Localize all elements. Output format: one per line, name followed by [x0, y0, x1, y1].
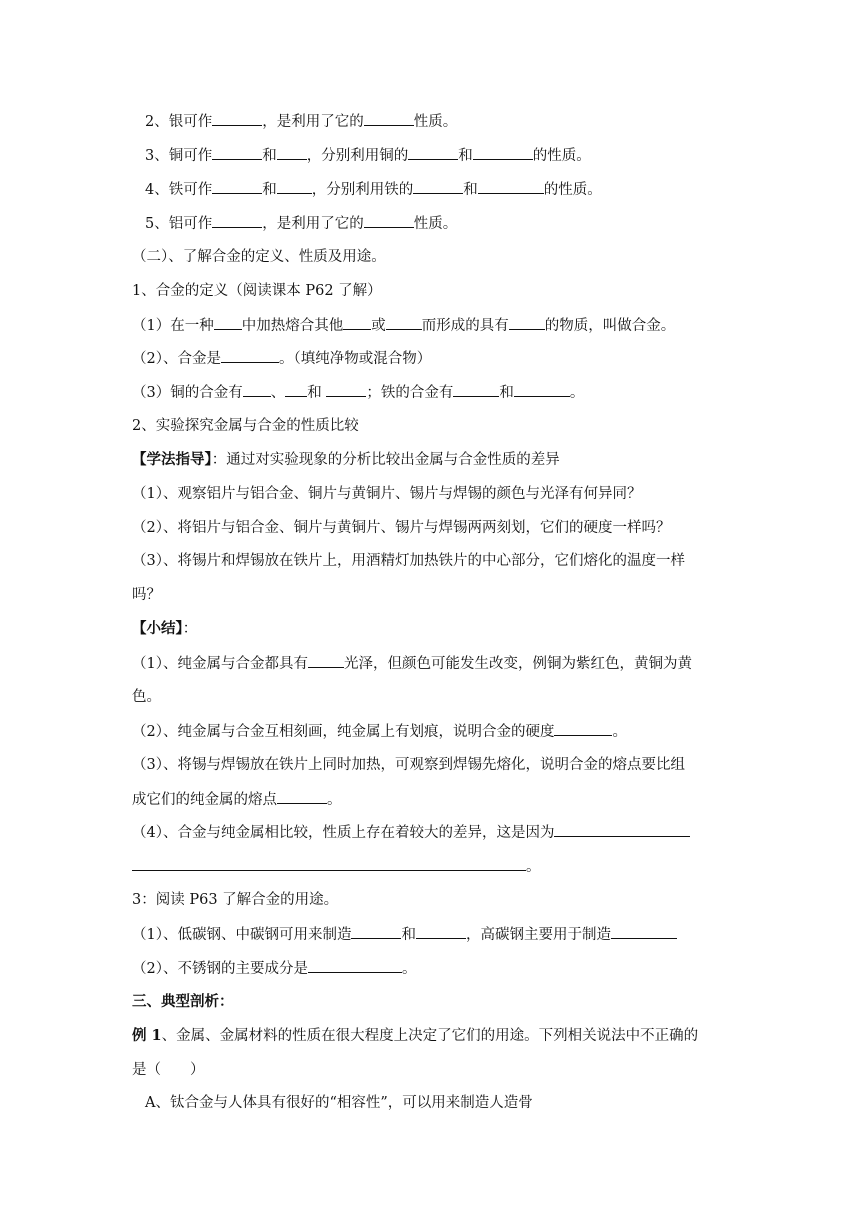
answer-blank[interactable] — [214, 315, 242, 330]
answer-blank[interactable] — [212, 145, 262, 160]
answer-blank[interactable] — [343, 315, 371, 330]
text-line: 吗？ — [132, 587, 161, 603]
answer-blank[interactable] — [326, 382, 366, 397]
text-line: 成它们的纯金属的熔点 。 — [0, 789, 860, 810]
answer-blank[interactable] — [413, 179, 463, 194]
text-line: （2）、将铝片与铝合金、铜片与黄铜片、锡片与焊锡两两刻划，它们的硬度一样吗？ — [132, 520, 671, 536]
text-line: （1）、纯金属与合金都具有 光泽，但颜色可能发生改变，例铜为紫红色，黄铜为黄 — [0, 653, 860, 674]
answer-blank[interactable] — [473, 145, 533, 160]
answer-blank[interactable] — [408, 145, 458, 160]
text-line: 3、铜可作 和 ，分别利用铜的 和 的性质。 — [0, 145, 860, 166]
text-line: 【学法指导】：通过对实验现象的分析比较出金属与合金性质的差异 — [132, 451, 560, 468]
text-line: （1）在一种 中加热熔合其他 或 而形成的具有 的物质，叫做合金。 — [0, 315, 860, 336]
text-line: 3：阅读 P63 了解合金的用途。 — [132, 892, 339, 908]
answer-blank[interactable] — [386, 315, 422, 330]
answer-blank[interactable] — [132, 856, 526, 871]
section-heading: 三、典型剖析： — [132, 993, 234, 1010]
answer-blank[interactable] — [277, 179, 312, 194]
answer-blank[interactable] — [212, 179, 262, 194]
answer-blank[interactable] — [277, 145, 307, 160]
answer-blank[interactable] — [277, 789, 327, 804]
answer-blank[interactable] — [212, 213, 262, 228]
answer-blank[interactable] — [212, 111, 262, 126]
text-line: 1、合金的定义（阅读课本 P62 了解） — [132, 283, 382, 299]
answer-blank[interactable] — [509, 315, 545, 330]
text-line: 。 — [0, 856, 860, 877]
answer-blank[interactable] — [416, 924, 466, 939]
text-line: （3）铜的合金有 、 和 ；铁的合金有 和 。 — [0, 382, 860, 403]
answer-blank[interactable] — [351, 924, 401, 939]
text-line: 4、铁可作 和 ，分别利用铁的 和 的性质。 — [0, 179, 860, 200]
answer-blank[interactable] — [453, 382, 499, 397]
text-line: （2）、纯金属与合金互相刻画，纯金属上有划痕，说明合金的硬度 。 — [0, 721, 860, 742]
text-line: 色。 — [132, 689, 161, 705]
text-line: 2、实验探究金属与合金的性质比较 — [132, 418, 359, 434]
answer-blank[interactable] — [554, 822, 690, 837]
answer-blank[interactable] — [514, 382, 570, 397]
answer-blank[interactable] — [221, 348, 279, 363]
text-line: 2、银可作 ，是利用了它的 性质。 — [0, 111, 860, 132]
answer-blank[interactable] — [308, 653, 344, 668]
answer-blank[interactable] — [285, 382, 307, 397]
text-line: （1）、低碳钢、中碳钢可用来制造 和 ，高碳钢主要用于制造 — [0, 924, 860, 945]
answer-blank[interactable] — [611, 924, 677, 939]
text-line: （1）、观察铝片与铝合金、铜片与黄铜片、锡片与焊锡的颜色与光泽有何异同？ — [132, 486, 642, 502]
answer-blank[interactable] — [243, 382, 271, 397]
choice-option: A、钛合金与人体具有很好的“相容性”，可以用来制造人造骨 — [145, 1095, 533, 1111]
answer-blank[interactable] — [364, 111, 414, 126]
answer-blank[interactable] — [554, 721, 612, 736]
text-line: （2）、不锈钢的主要成分是 。 — [0, 958, 860, 979]
text-line: （3）、将锡片和焊锡放在铁片上，用酒精灯加热铁片的中心部分，它们熔化的温度一样 — [132, 553, 685, 569]
answer-blank[interactable] — [364, 213, 414, 228]
answer-blank[interactable] — [308, 958, 402, 973]
text-line: （2）、合金是 。（填纯净物或混合物） — [0, 348, 860, 369]
text-line: （3）、将锡与焊锡放在铁片上同时加热，可观察到焊锡先熔化，说明合金的熔点要比组 — [132, 757, 685, 773]
text-line: 【小结】： — [132, 620, 198, 637]
text-line: 是（ ） — [132, 1062, 205, 1078]
text-line: （4）、合金与纯金属相比较，性质上存在着较大的差异，这是因为 — [0, 822, 860, 843]
answer-blank[interactable] — [478, 179, 544, 194]
text-line: 例 1、金属、金属材料的性质在很大程度上决定了它们的用途。下列相关说法中不正确的 — [132, 1027, 699, 1044]
section-heading: （二）、了解合金的定义、性质及用途。 — [132, 249, 386, 265]
text-line: 5、铝可作 ，是利用了它的 性质。 — [0, 213, 860, 234]
